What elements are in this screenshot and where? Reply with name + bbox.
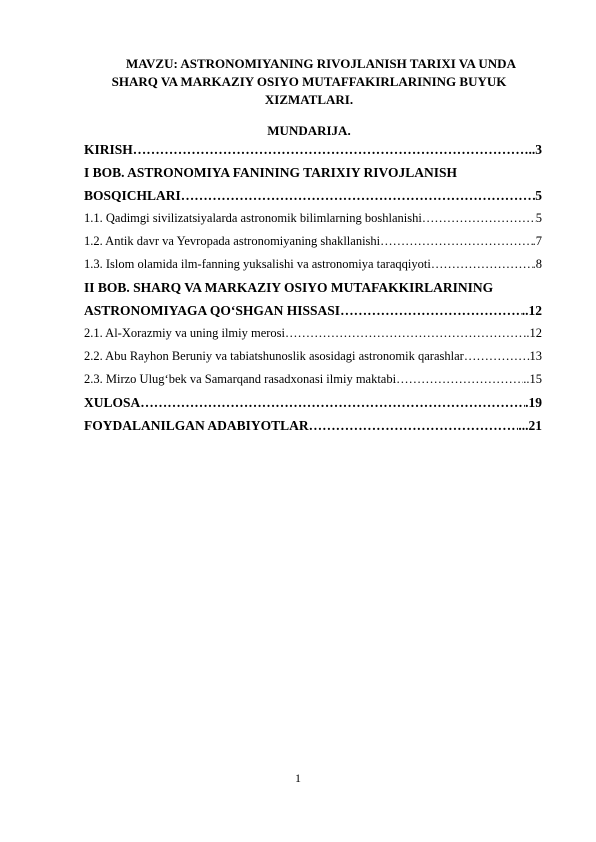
- page-number: 1: [295, 771, 301, 785]
- toc-leader-dots: [133, 138, 529, 161]
- toc-entry-page: .7: [532, 234, 542, 248]
- toc-entry-page: 13: [529, 349, 542, 363]
- toc-entry-2-2: [84, 345, 542, 368]
- toc-entry-text: 1.2. Antik davr va Yevropada astronomiyaning shakllanishi: [84, 234, 381, 248]
- toc-heading: MUNDARIJA.: [267, 123, 351, 138]
- toc-entry-1-2: [84, 230, 542, 253]
- toc-leader-dots: [431, 253, 533, 276]
- toc-entry-text: FOYDALANILGAN ADABIYOTLAR: [84, 418, 309, 433]
- toc-entry-chapter-1-cont: [84, 184, 542, 207]
- toc-leader-dots: [285, 322, 523, 345]
- toc-entry-2-3: [84, 368, 542, 391]
- toc-leader-dots: [464, 345, 530, 368]
- toc-entry-text: 2.1. Al-Xorazmiy va uning ilmiy merosi: [84, 326, 286, 340]
- toc-entry-page: ..12: [521, 303, 542, 318]
- toc-entry-references: [84, 414, 542, 437]
- toc-entry-page: 5: [535, 211, 542, 225]
- toc-entry-text: II BOB. SHARQ VA MARKAZIY OSIYO MUTAFAKKIRLARINING: [84, 280, 494, 295]
- toc-entry-text: 1.3. Islom olamida ilm-fanning yuksalishi va astronomiya taraqqiyoti: [84, 257, 431, 271]
- toc-entry-page: ..3: [528, 142, 542, 157]
- toc-entry-chapter-2-cont: [84, 299, 542, 322]
- toc-entry-text: KIRISH: [84, 142, 133, 157]
- toc-entry-2-1: [84, 322, 542, 345]
- toc-leader-dots: [181, 184, 535, 207]
- toc-entry-page: 5: [535, 188, 542, 203]
- toc-entry-page: ..15: [523, 372, 542, 386]
- toc-entry-text: 1.1. Qadimgi sivilizatsiyalarda astronomik bilimlarning boshlanishi: [84, 211, 422, 225]
- toc-leader-dots: [422, 207, 536, 230]
- toc-leader-dots: [140, 391, 525, 414]
- toc-entry-text: ASTRONOMIYAGA QO‘SHGAN HISSASI: [84, 303, 341, 318]
- toc-entry-page: .8: [532, 257, 542, 271]
- toc-entry-text: XULOSA: [84, 395, 141, 410]
- toc-leader-dots: [380, 230, 532, 253]
- toc-entry-page: ..12: [523, 326, 542, 340]
- toc-entry-xulosa: [84, 391, 542, 414]
- toc-entry-page: .19: [525, 395, 542, 410]
- toc-entry-chapter-2: [84, 276, 542, 299]
- document-title: MAVZU: ASTRONOMIYANING RIVOJLANISH TARIXI VA UNDA SHARQ VA MARKAZIY OSIYO MUTAFFAKIRLARINING BUYUK XIZMATLARI.: [111, 56, 516, 107]
- toc-entry-page: ...21: [518, 418, 542, 433]
- table-of-contents: [84, 138, 542, 437]
- toc-entry-text: 2.2. Abu Rayhon Beruniy va tabiatshunoslik asosidagi astronomik qarashlar: [84, 349, 464, 363]
- toc-entry-kirish: [84, 138, 542, 161]
- toc-entry-1-1: [84, 207, 542, 230]
- toc-leader-dots: [396, 368, 523, 391]
- toc-entry-text: BOSQICHLARI: [84, 188, 181, 203]
- toc-entry-text: I BOB. ASTRONOMIYA FANINING TARIXIY RIVOJLANISH: [84, 165, 458, 180]
- toc-entry-text: 2.3. Mirzo Ulug‘bek va Samarqand rasadxonasi ilmiy maktabi: [84, 372, 397, 386]
- toc-entry-chapter-1: [84, 161, 542, 184]
- toc-leader-dots: [309, 414, 519, 437]
- toc-entry-1-3: [84, 253, 542, 276]
- toc-leader-dots: [340, 299, 522, 322]
